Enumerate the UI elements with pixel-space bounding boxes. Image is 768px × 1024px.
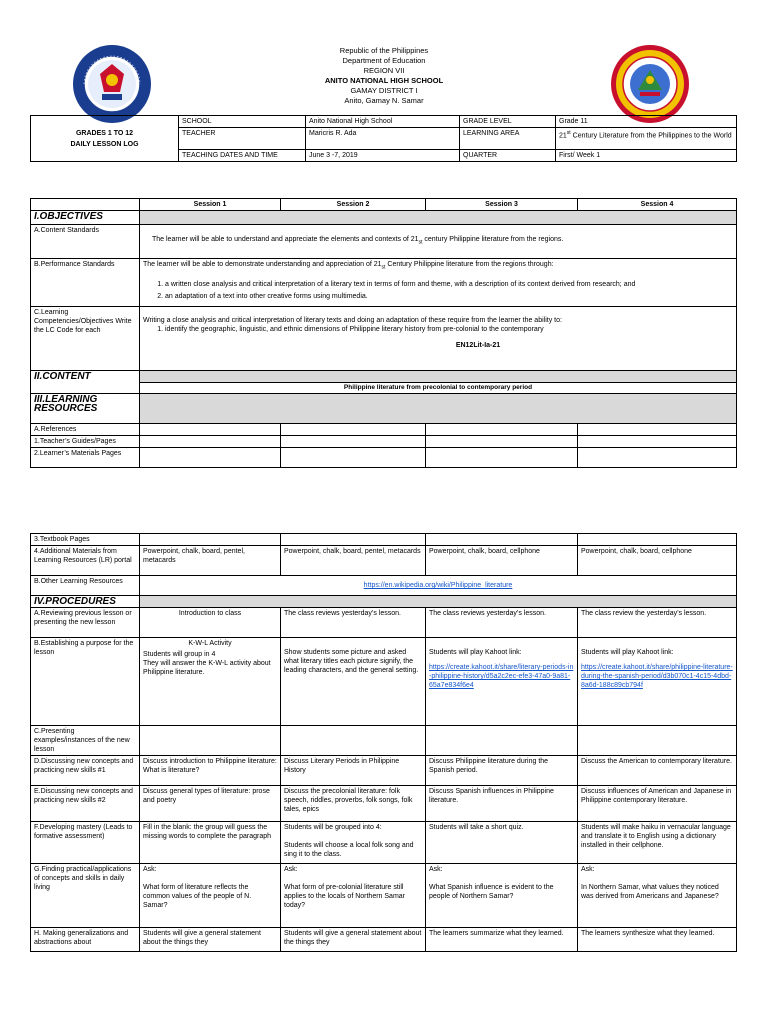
competencies-label: C.Learning Competencies/Objectives Write the LC Code for each [31,307,140,371]
procedure-cell: Ask: What form of pre-colonial literature still applies to the locals of Northern Samar today? [281,864,426,928]
procedure-cell: Discuss the precolonial literature: folk speech, riddles, proverbs, folk songs, folk tales, epics [281,786,426,822]
empty-cell [281,448,426,468]
competencies-text [140,307,737,371]
empty-cell [426,436,578,448]
procedure-cell: Discuss introduction to Philippine literature: What is literature? [140,756,281,786]
procedure-cell: Fill in the blank: the group will guess the missing words to complete the paragraph [140,822,281,864]
procedure-cell: Students will be grouped into 4: Students will choose a local folk song and sing it to the class. [281,822,426,864]
resources-heading: III.LEARNING RESOURCES [31,394,140,424]
procedure-cell [578,726,737,756]
school-label: SCHOOL [179,116,306,128]
procedure-cell: Ask: What Spanish influence is evident to the people of Northern Samar? [426,864,578,928]
additional-materials-cell: Powerpoint, chalk, board, pentel, metacards [140,546,281,576]
learner-materials-label: 2.Learner’s Materials Pages [31,448,140,468]
procedure-cell: The learners synthesize what they learned. [578,928,737,952]
teacher-label: TEACHER [179,128,306,150]
wikipedia-link[interactable]: https://en.wikipedia.org/wiki/Philippine_literature [363,582,513,589]
procedure-label: G.Finding practical/applications of concepts and skills in daily living [31,864,140,928]
procedure-cell: Discuss general types of literature: prose and poetry [140,786,281,822]
competency-code: EN12Lit-Ia-21 [455,342,501,349]
empty-cell [426,448,578,468]
empty-cell [578,448,737,468]
area-value-text: 21 [559,132,567,140]
procedure-cell: Introduction to class [140,608,281,638]
kahoot-intro: Students will play Kahoot link: [581,649,674,656]
performance-sup: st [381,264,386,271]
grey-band [140,211,737,225]
procedure-cell: Students will take a short quiz. [426,822,578,864]
session-header: Session 3 [426,199,578,211]
performance-standards-text [140,259,737,307]
procedure-cell: Discuss influences of American and Japanese in Philippine contemporary literature. [578,786,737,822]
procedure-cell [426,726,578,756]
session-header: Session 4 [578,199,737,211]
procedure-cell: Show students some picture and asked what literary titles each picture signify, the leading characters, and the general setting. [281,638,426,726]
log-title-line: GRADES 1 TO 12 [75,129,134,137]
references-label: A.References [31,424,140,436]
additional-materials-label: 4.Additional Materials from Learning Resources (LR) portal [31,546,140,576]
competency-item: 1. identify the geographic, linguistic, and ethnic dimensions of Philippine literary history from pre-colonial to the contemporary [165,325,733,334]
procedure-label: A.Reviewing previous lesson or presenting the new lesson [31,608,140,638]
school-header [250,46,518,106]
empty-cell [281,424,426,436]
procedure-cell [140,726,281,756]
grade-value: Grade 11 [556,116,737,128]
procedure-cell [426,638,578,726]
header-line: ANITO NATIONAL HIGH SCHOOL [324,76,444,85]
procedure-cell: Discuss Literary Periods in Philippine History [281,756,426,786]
procedure-cell [578,638,737,726]
empty-cell [140,424,281,436]
performance-part: Century Philippine literature from the regions through: [385,261,554,268]
additional-materials-cell: Powerpoint, chalk, board, cellphone [426,546,578,576]
area-value-text: Century Literature from the Philippines to the World [570,132,732,140]
procedure-cell: Ask: What form of literature reflects the common values of the people of N. Samar? [140,864,281,928]
procedure-cell: Ask: In Northern Samar, what values they noticed was derived from Americans and Japanese? [578,864,737,928]
procedure-label: B.Establishing a purpose for the lesson [31,638,140,726]
log-title-line: DAILY LESSON LOG [70,140,139,148]
header-line: Republic of the Philippines [339,46,429,55]
procedure-cell: The learners summarize what they learned. [426,928,578,952]
procedure-label: E.Discussing new concepts and practicing new skills #2 [31,786,140,822]
empty-cell [140,436,281,448]
empty-cell [578,436,737,448]
kwl-body: Students will group in 4 They will answer the K-W-L activity about Philippine literature. [143,651,271,676]
kahoot-link[interactable]: https://create.kahoot.it/share/literary-periods-in-philippine-history/d5a2c2ec-efe3-47a0-9a81-65a7e834f6e4 [429,664,574,689]
lesson-info-table [30,115,737,162]
performance-item: 1. a written close analysis and critical interpretation of a literary text in terms of form and theme, with a description of its context derived from research; and [165,280,733,289]
procedures-heading: IV.PROCEDURES [31,596,140,608]
performance-standards-label: B.Performance Standards [31,259,140,307]
kahoot-link[interactable]: https://create.kahoot.it/share/philippine-literature-during-the-spanish-period/d3b070c1-4c15-4dbd-8a6d-188c89cb794f [581,664,733,689]
procedure-cell: Discuss Spanish influences in Philippine literature. [426,786,578,822]
other-resources-label: B.Other Learning Resources [31,576,140,596]
school-seal-icon [610,44,690,124]
kahoot-intro: Students will play Kahoot link: [429,649,522,656]
dates-label: TEACHING DATES AND TIME [179,150,306,162]
quarter-label: QUARTER [460,150,556,162]
empty-cell [578,424,737,436]
content-text: Philippine literature from precolonial to contemporary period [140,383,737,394]
other-resources-cell [140,576,737,596]
area-label: LEARNING AREA [460,128,556,150]
content-standards-text [140,225,737,259]
textbook-label: 3.Textbook Pages [31,534,140,546]
dates-value: June 3 -7, 2019 [306,150,460,162]
empty-cell [281,534,426,546]
empty-cell [426,424,578,436]
area-value-sup: st [566,130,571,136]
kwl-title: K-W-L Activity [188,640,232,647]
procedure-cell: The class reviews yesterday’s lesson. [281,608,426,638]
content-standards-label: A.Content Standards [31,225,140,259]
content-standards-sup: st [418,239,423,246]
procedure-cell: Students will give a general statement about the things they [281,928,426,952]
area-value [556,128,737,150]
header-line: REGION VII [363,66,405,75]
empty-cell [426,534,578,546]
procedure-cell: Students will make haiku in vernacular language and translate it to English using a dictionary installed in their cellphone. [578,822,737,864]
content-heading: II.CONTENT [31,371,140,394]
teacher-value: Maricris R. Ada [306,128,460,150]
log-title [31,116,179,162]
session-header: Session 1 [140,199,281,211]
content-standards-part: The learner will be able to understand and appreciate the elements and contexts of 21 [152,236,419,244]
competencies-intro: Writing a close analysis and critical interpretation of literary texts and doing an adaptation of these require from the learner the ability to: [143,317,562,324]
objectives-heading: I.OBJECTIVES [31,211,140,225]
procedure-cell: Discuss the American to contemporary literature. [578,756,737,786]
procedure-label: H. Making generalizations and abstractions about [31,928,140,952]
additional-materials-cell: Powerpoint, chalk, board, pentel, metacards [281,546,426,576]
blank-header-cell [31,199,140,211]
objectives-table [30,198,737,468]
performance-part: The learner will be able to demonstrate understanding and appreciation of 21 [143,261,382,268]
empty-cell [140,448,281,468]
grey-band [140,596,737,608]
empty-cell [281,436,426,448]
procedure-cell [281,726,426,756]
procedure-cell [140,638,281,726]
empty-cell [578,534,737,546]
header-line: Anito, Gamay N. Samar [344,96,424,105]
session-header: Session 2 [281,199,426,211]
procedure-cell: Students will give a general statement about the things they [140,928,281,952]
performance-item: 2. an adaptation of a text into other creative forms using multimedia. [165,292,733,301]
procedure-label: C.Presenting examples/instances of the new lesson [31,726,140,756]
header-line: Department of Education [342,56,426,65]
grade-label: GRADE LEVEL [460,116,556,128]
grey-band [140,371,737,383]
deped-seal-icon [72,44,152,124]
teacher-guides-label: 1.Teacher’s Guides/Pages [31,436,140,448]
additional-materials-cell: Powerpoint, chalk, board, cellphone [578,546,737,576]
procedure-cell: The class reviews yesterday’s lesson. [426,608,578,638]
school-value: Anito National High School [306,116,460,128]
content-standards-part: century Philippine literature from the regions. [422,236,564,244]
procedure-cell: Discuss Philippine literature during the Spanish period. [426,756,578,786]
procedure-label: D.Discussing new concepts and practicing new skills #1 [31,756,140,786]
empty-cell [140,534,281,546]
procedures-table [30,533,737,952]
procedure-cell: The class review the yesterday’s lesson. [578,608,737,638]
quarter-value: First/ Week 1 [556,150,737,162]
grey-band [140,394,737,424]
procedure-label: F.Developing mastery (Leads to formative assessment) [31,822,140,864]
header-line: GAMAY DISTRICT I [350,86,418,95]
